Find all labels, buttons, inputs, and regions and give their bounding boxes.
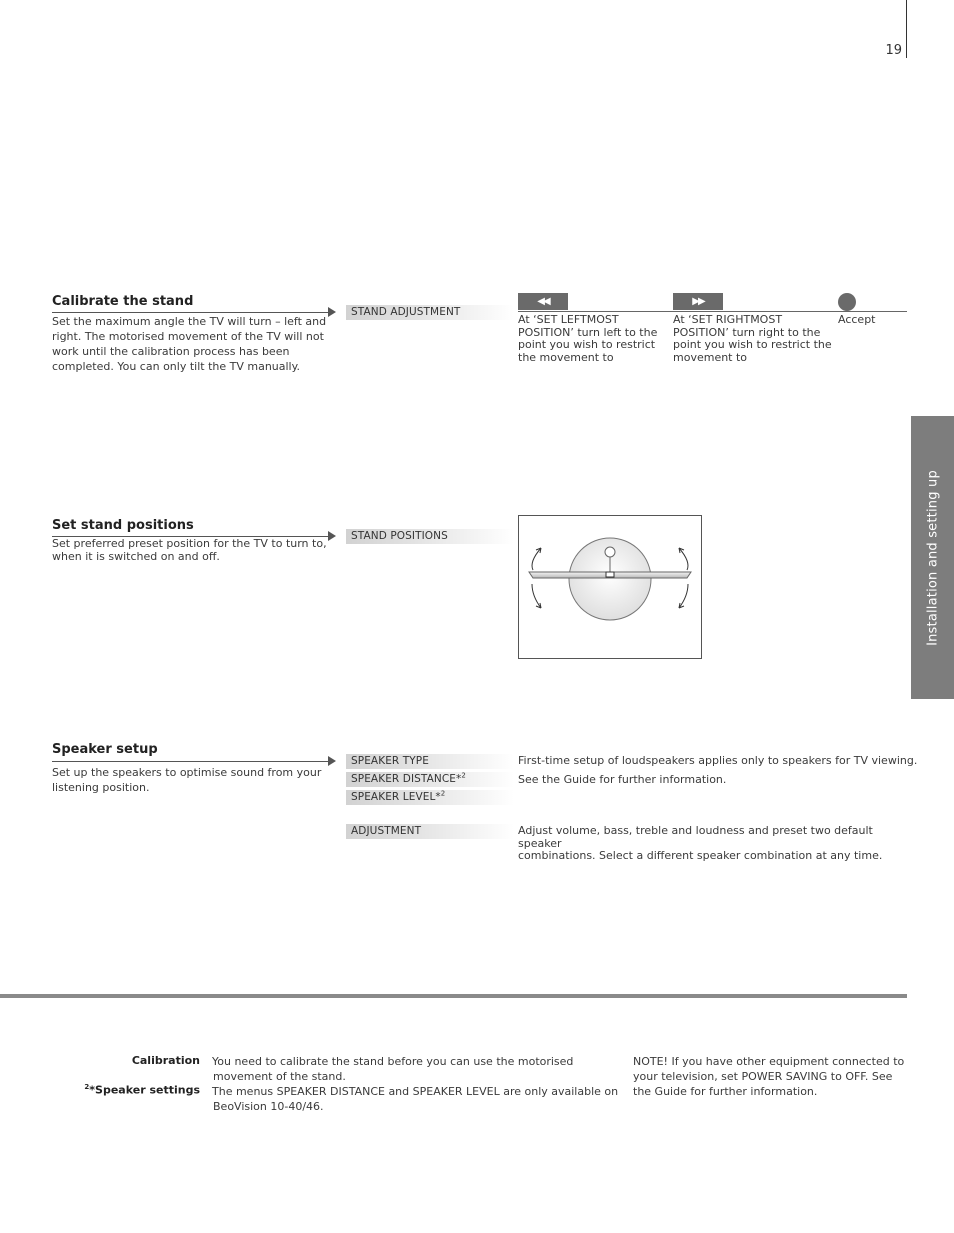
stand-illustration — [518, 515, 702, 659]
section-rule — [52, 312, 328, 313]
section-text-positions: Set preferred preset position for the TV to turn to, when it is switched on and off. — [52, 537, 327, 563]
menu-stand-adjustment: STAND ADJUSTMENT — [346, 305, 514, 320]
section-text-calibrate: Set the maximum angle the TV will turn – left and right. The motorised movement of the TV will not work until the calibration process has been completed. You can only tilt the TV manually. — [52, 315, 327, 373]
side-tab-label: Installation and setting up — [925, 469, 940, 646]
menu-adjustment: ADJUSTMENT — [346, 824, 514, 839]
key-text-right: At ‘SET RIGHTMOST POSITION’ turn right to the point you wish to restrict the movement to — [673, 313, 832, 364]
footnote-text-speaker-settings: The menus SPEAKER DISTANCE and SPEAKER LEVEL are only available on BeoVision 10-40/46. — [212, 1085, 619, 1113]
side-tab — [911, 416, 954, 699]
footer-rule — [0, 994, 907, 998]
key-text-left: At ‘SET LEFTMOST POSITION’ turn left to the point you wish to restrict the movement to — [518, 313, 658, 364]
rewind-icon: ◀◀ — [518, 293, 568, 310]
menu-speaker-level: SPEAKER LEVEL*$^2$ — [346, 790, 514, 805]
section-title-speaker: Speaker setup — [52, 742, 158, 757]
section-title-calibrate: Calibrate the stand — [52, 294, 194, 309]
section-rule — [52, 761, 328, 762]
adjustment-desc: Adjust volume, bass, treble and loudness and preset two default speaker combinations. Select a different speaker combination at any time. — [518, 824, 883, 862]
footnote-note: NOTE! If you have other equipment connected to your television, set POWER SAVING to OFF. See the Guide for further information. — [633, 1055, 905, 1098]
page-number: 19 — [885, 43, 902, 58]
page-corner-line — [906, 0, 907, 58]
menu-speaker-distance: SPEAKER DISTANCE*$^2$ — [346, 772, 514, 787]
center-button-icon — [838, 293, 856, 311]
menu-speaker-type: SPEAKER TYPE — [346, 754, 514, 769]
menu-stand-positions: STAND POSITIONS — [346, 529, 514, 544]
speaker-desc-2: See the Guide for further information. — [518, 773, 727, 786]
footnote-label-speaker-settings: $^2$*Speaker settings — [84, 1083, 200, 1097]
key-rule — [518, 311, 907, 312]
speaker-desc-1: First-time setup of loudspeakers applies only to speakers for TV viewing. — [518, 754, 918, 767]
footnote-label-calibration: Calibration — [131, 1054, 200, 1067]
section-title-positions: Set stand positions — [52, 518, 194, 533]
key-text-accept: Accept — [838, 313, 876, 326]
footnote-text-calibration: You need to calibrate the stand before you can use the motorised movement of the stand. — [212, 1055, 574, 1083]
tv-stand-top-view-icon — [519, 516, 701, 658]
section-text-speaker: Set up the speakers to optimise sound from your listening position. — [52, 766, 322, 794]
fast-forward-icon: ▶▶ — [673, 293, 723, 310]
